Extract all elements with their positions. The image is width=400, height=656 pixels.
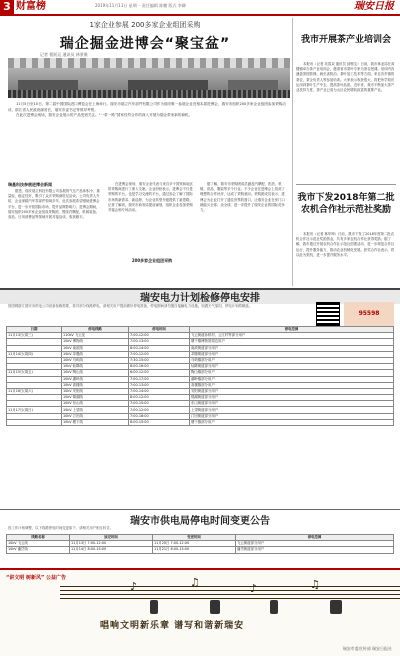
table-cell: 11月14日(周四) (7, 351, 62, 357)
story-byline: 记者 曹跃运 通讯员 林景维 (40, 52, 88, 57)
table-row (7, 547, 394, 553)
table-header-cell: 变更时间 (153, 535, 236, 541)
person-silhouette-icon (150, 600, 158, 614)
change-notice-table (6, 534, 394, 554)
table-cell: 仙降街道部分用户 (190, 364, 394, 370)
story-column-2: 在进博会现场，瑞安企业代表与来自多个国家和地区的采购商进行了深入交流。企业纷纷表示，进博会不仅是采购的平台，也是学习交流的平台，通过参会了解了国际市场的新需求、新趋势，为企业转型升级提供了新思路。记者了解到，瑞安市商务局提前谋划，组织企业参加采购对接会和专场活动。 (108, 182, 193, 213)
music-note-icon: ♫ (310, 578, 320, 591)
table-cell: 7:00-12:00 (129, 333, 190, 339)
table-cell: 陶山镇部分用户 (190, 370, 394, 376)
table-cell: 10kV 高楼线 (62, 382, 129, 388)
sidebar-story-1-title: 我市开展茶产业培训会 (300, 35, 391, 45)
table-cell: 7:00-15:00 (129, 401, 190, 407)
table-cell: 上望街道部分用户 (190, 407, 394, 413)
ad-signature: 瑞安市委宣传部 瑞安日报社 (342, 646, 392, 651)
table-header-cell: 停电线路 (62, 327, 129, 333)
qr-code-icon (316, 302, 340, 326)
music-staff-line (60, 586, 400, 587)
person-silhouette-icon (270, 600, 278, 614)
table-cell: 潘岱街道部分用户 (236, 547, 394, 553)
table-cell: 飞云街道部分用户 (236, 541, 394, 547)
table-cell: 10kV 博物线 (62, 339, 129, 345)
table-cell: 11月13日(周三) (7, 333, 62, 339)
power-notice-intro: 因国网浙江瑞安市供电公司设备检修需要，将对部分线路停电。请相关用户提前做好停电准备，停电期间请勿擅自接触电力设施。如遇天气原因，停电计划将顺延。 (8, 304, 253, 308)
table-cell: 11月14日 8:00-15:00 (70, 547, 153, 553)
table-header-cell: 停电范围 (190, 327, 394, 333)
table-cell: 11月17日(周日) (7, 407, 62, 413)
table-cell: 10kV 马屿线 (62, 357, 129, 363)
table-cell: 10kV 锦湖线 (62, 395, 129, 401)
table-header-cell: 原定时间 (70, 535, 153, 541)
table-cell: 7:00-14:00 (129, 388, 190, 394)
lead-paragraph-2: 在此次进博会现场，瑞安企业展示的产品受到关注。“一带一路”国家经贸合作的深入开展为瑞企带来新的商机。 (16, 113, 193, 118)
table-cell: 11月15日(周五) (7, 370, 62, 376)
table-cell: 安阳街道部分用户 (190, 388, 394, 394)
music-staff-line (60, 590, 400, 591)
story-column-3: 据了解，瑞安市采购团成员涵盖汽摩配、医药、机械、食品、服装等多个行业。不少企业在进博会上找到了理想的合作伙伴，达成了采购意向。采购团成员表示，进博会为企业打开了通往世界的窗口，让瑞安企业在家门口就能买全球、卖全球，进一步提升了瑞安企业的国际竞争力。 (200, 182, 285, 213)
page-number: 3 (0, 0, 14, 14)
table-cell: 11月13日 7:00-12:00 (70, 541, 153, 547)
change-notice-intro: 因工作计划调整，以下线路停电时间变更如下，请相关用户相互转告。 (8, 526, 114, 530)
table-cell: 8:00-15:00 (129, 419, 190, 425)
table-cell: 锦湖街道部分用户 (190, 395, 394, 401)
table-cell: 塘下镇部分用户 (190, 419, 394, 425)
music-staff-line (60, 594, 400, 595)
table-cell: 10kV 东山线 (62, 401, 129, 407)
lead-paragraph-1: 11月5日至10日，第二届中国国际进口博览会在上海举行。瑞安市瑞立汽车部件有限公司作为瑞安唯一参展企业亮相本届进博会，瑞安市组织200多家企业组团参加采购洽谈，浙江省人民政府副省长，瑞安市委书记等领导考察。 (8, 102, 286, 112)
music-note-icon: ♫ (190, 576, 200, 589)
table-cell: 10kV 上望线 (62, 407, 129, 413)
table-cell: 10kV 陶山线 (62, 370, 129, 376)
table-cell: 南滨街道部分用户 (190, 345, 394, 351)
table-header-cell: 线路名称 (7, 535, 70, 541)
power-schedule-table (6, 326, 394, 426)
section-title: 财富榜 (16, 1, 46, 12)
change-notice-rows (7, 541, 394, 553)
sidebar-story-2-title: 我市下发2018年第二批农机合作社示范社奖励 (297, 193, 395, 215)
table-cell: 11月16日(周六) (7, 388, 62, 394)
table-header-cell: 停电时间 (129, 327, 190, 333)
sidebar-divider (296, 184, 396, 185)
table-cell: 7:00-13:00 (129, 382, 190, 388)
person-silhouette-icon (210, 600, 220, 614)
table-cell: 110kV 飞云变 (62, 333, 129, 339)
table-cell: 7:00-12:00 (129, 407, 190, 413)
power-schedule-rows (7, 333, 394, 426)
dateline: 2019年11月11日 星期一 责任编辑 陈鹏 版式 李卿 (95, 3, 186, 8)
table-cell: 7:00-17:00 (129, 376, 190, 382)
hotline-badge: 95598 (344, 302, 394, 326)
table-cell: 高楼镇部分用户 (190, 382, 394, 388)
table-cell: 6:00-12:00 (129, 370, 190, 376)
table-cell: 7:00-13:00 (129, 339, 190, 345)
expo-photo (8, 58, 290, 98)
table-cell: 11月20日 7:00-12:00 (153, 541, 236, 547)
story-column-1: 据悉，瑞安瑞立科技有限公司参展的气压产品体积小、重量轻、稳定性好，吸引了众多采购商驻足洽谈。公司负责人介绍，企业深耕汽车零部件领域多年，此次参展希望借助进博会平台，进一步开拓国际市场，提升品牌影响力。进博会期间，瑞安组织200多家企业组成采购团，围绕汽摩配、机械装备、食品、日用消费品等领域开展对接洽谈，收获颇丰。 (8, 189, 100, 220)
music-note-icon: ♪ (130, 580, 138, 593)
table-cell: 10kV 莘塍线 (62, 351, 129, 357)
table-cell: 马屿镇部分用户 (190, 357, 394, 363)
table-cell: 莘塍街道部分用户 (190, 351, 394, 357)
table-header-cell: 停电范围 (236, 535, 394, 541)
table-cell: 10kV 仙降线 (62, 364, 129, 370)
sidebar-story-2-text: 本报讯（记者 林华坤）日前，我市下发了2018年度第二批农机合作社示范社奖励资金，共有多家农机合作社获得奖励。据了解，我市通过开展农机合作社示范社创建活动，进一步规范合作社运行，提升服务能力，推动农业机械化发展。获奖合作社表示，将以此为契机，进一步提升服务水平。 (296, 232, 395, 257)
change-notice-title: 瑞安市供电局停电时间变更公告 (130, 516, 270, 527)
column-divider (292, 18, 293, 286)
photo-ceiling (8, 58, 290, 68)
lead-paragraph (8, 102, 290, 119)
table-cell: 10kV 南滨线 (62, 345, 129, 351)
table-cell: 7:00-12:00 (129, 351, 190, 357)
music-staff-line (60, 598, 400, 599)
sidebar-story-1-text: 本报讯（记者 吴春双 通讯员 邱锡宝）日前，我市林业局在高楼镇举办茶产业培训会，邀请省市茶叶专家为茶农授课。培训内容涵盖茶园管理、病虫害防治、茶叶加工技术等方面，来自各乡镇的茶农、茶企负责人等参加培训。大家表示收获很大，将把所学知识运用到茶叶生产中去，提高茶叶品质。近年来，我市不断加大茶产业扶持力度，茶产业已成为山区农民增收致富的重要产业。 (296, 62, 395, 93)
table-cell: 8:00-16:00 (129, 364, 190, 370)
ad-tag: “讲文明 树新风” 公益广告 (6, 575, 67, 581)
column-subhead: 瑞基科技参展进博会新闻 (8, 182, 52, 187)
table-cell: 10kV 湖岭线 (62, 376, 129, 382)
table-cell: 8:00-12:00 (129, 395, 190, 401)
photo-crowd (8, 90, 290, 98)
table-cell: 10kV 塘下线 (62, 419, 129, 425)
public-service-ad (0, 568, 400, 656)
ad-slogan: 唱响文明新乐章 谱写和谐新瑞安 (100, 621, 245, 631)
table-cell: 10kV 汀田线 (62, 413, 129, 419)
table-cell (7, 419, 62, 425)
table-cell: 东山街道部分用户 (190, 401, 394, 407)
story-headline: 瑞企掘金进博会“聚宝盆” (59, 36, 231, 52)
power-notice-title: 瑞安电力计划检修停电安排 (140, 293, 260, 304)
table-cell: 塘下镇博物馆周边用户 (190, 339, 394, 345)
newspaper-logo: 瑞安日报 (354, 1, 394, 12)
table-cell: 7:00-16:00 (129, 413, 190, 419)
table-header-cell: 日期 (7, 327, 62, 333)
column-box-heading: 200多家企业组团采购 (131, 258, 173, 263)
table-cell: 11月21日 8:00-15:00 (153, 547, 236, 553)
table-cell: 10kV 飞云线 (7, 541, 70, 547)
table-cell: 10kV 安阳线 (62, 388, 129, 394)
table-cell: 汀田街道部分用户 (190, 413, 394, 419)
table-cell: 飞云街道孙桥村、云江村等部分用户 (190, 333, 394, 339)
table-cell: 8:00-14:00 (129, 345, 190, 351)
masthead (0, 0, 400, 16)
story-kicker: 1家企业参展 200多家企业组团采购 (89, 21, 201, 29)
music-note-icon: ♪ (250, 582, 258, 595)
table-cell: 7:30-15:00 (129, 357, 190, 363)
table-row (7, 419, 394, 425)
table-cell: 湖岭镇部分用户 (190, 376, 394, 382)
table-cell: 10kV 潘岱线 (7, 547, 70, 553)
wheelchair-icon (330, 600, 342, 614)
